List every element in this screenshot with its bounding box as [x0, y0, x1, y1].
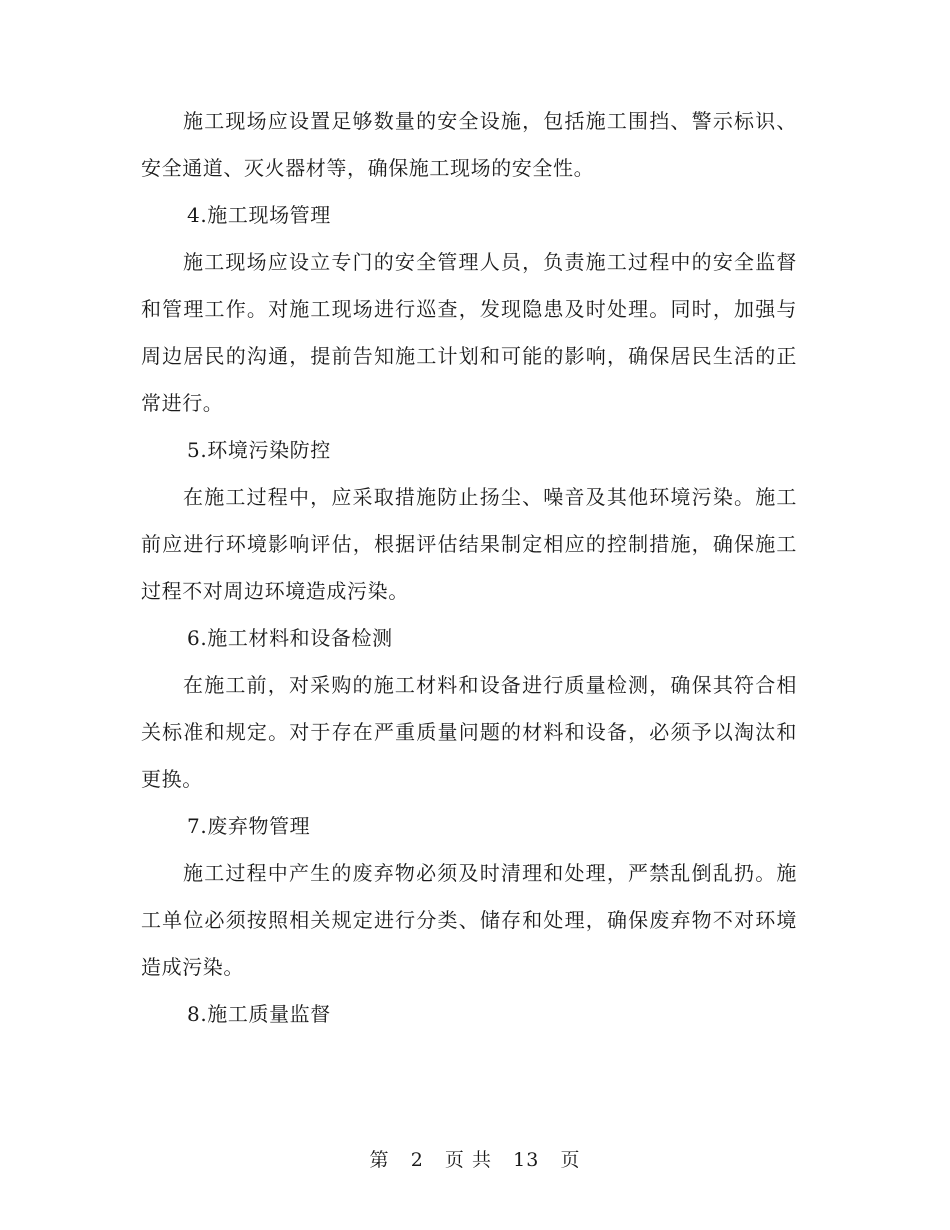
- paragraph-safety-facilities: 施工现场应设置足够数量的安全设施，包括施工围挡、警示标识、安全通道、灭火器材等，确保施工现场的安全性。: [141, 109, 797, 180]
- section-heading-pollution-control: 5.环境污染防控: [187, 438, 331, 462]
- footer-total-pages: 13: [513, 1149, 540, 1171]
- footer-middle: 页 共: [444, 1149, 492, 1171]
- section-heading-site-management: 4.施工现场管理: [187, 203, 331, 227]
- page-footer: [0, 1145, 950, 1175]
- paragraph-site-management: 施工现场应设立专门的安全管理人员，负责施工过程中的安全监督和管理工作。对施工现场进行巡查，发现隐患及时处理。同时，加强与周边居民的沟通，提前告知施工计划和可能的影响，确保居民生活的正常进行。: [141, 250, 797, 415]
- footer-current-page: 2: [410, 1149, 424, 1171]
- section-heading-waste-management: 7.废弃物管理: [187, 814, 311, 838]
- paragraph-waste-management: 施工过程中产生的废弃物必须及时清理和处理，严禁乱倒乱扔。施工单位必须按照相关规定进行分类、储存和处理，确保废弃物不对环境造成污染。: [141, 861, 797, 979]
- paragraph-pollution-control: 在施工过程中，应采取措施防止扬尘、噪音及其他环境污染。施工前应进行环境影响评估，根据评估结果制定相应的控制措施，确保施工过程不对周边环境造成污染。: [141, 485, 797, 603]
- page-content: [141, 98, 797, 1038]
- footer-prefix: 第: [369, 1149, 390, 1171]
- section-heading-material-inspection: 6.施工材料和设备检测: [187, 626, 393, 650]
- footer-suffix: 页: [560, 1149, 581, 1171]
- paragraph-material-inspection: 在施工前，对采购的施工材料和设备进行质量检测，确保其符合相关标准和规定。对于存在严重质量问题的材料和设备，必须予以淘汰和更换。: [141, 673, 797, 791]
- section-heading-quality-supervision: 8.施工质量监督: [187, 1002, 331, 1026]
